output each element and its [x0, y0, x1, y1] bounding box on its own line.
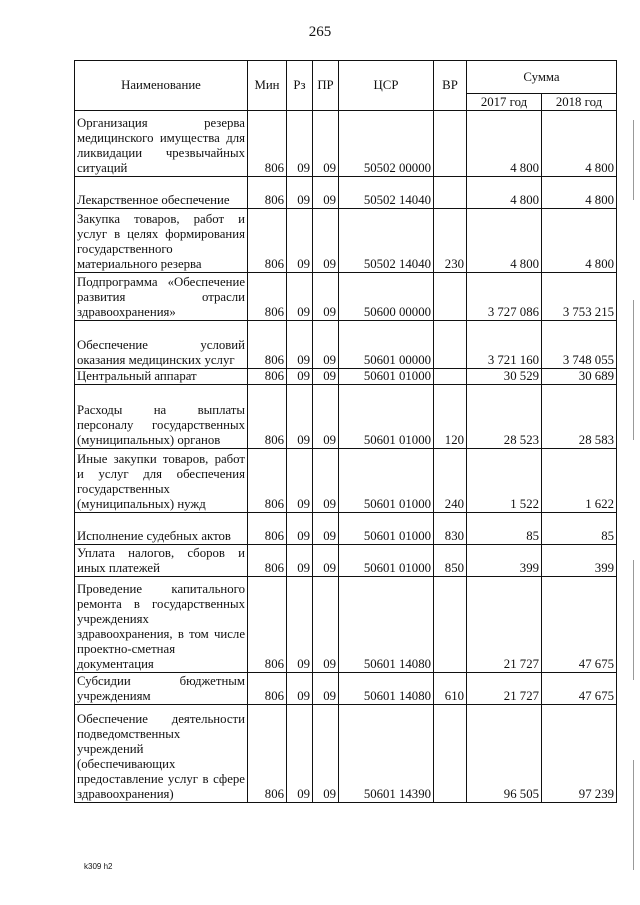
row-sum-2018: 3 748 055 [542, 321, 617, 369]
row-sum-2017: 1 522 [467, 449, 542, 513]
row-min: 806 [248, 449, 287, 513]
row-rz: 09 [287, 177, 313, 209]
table-row [75, 321, 617, 369]
header-year-2017: 2017 год [467, 94, 542, 111]
table-row [75, 673, 617, 705]
budget-table [74, 60, 617, 803]
row-vr: 830 [434, 513, 467, 545]
scan-edge-mark [633, 120, 634, 200]
header-min: Мин [248, 61, 287, 111]
row-min: 806 [248, 577, 287, 673]
row-sum-2017: 4 800 [467, 209, 542, 273]
row-vr: 850 [434, 545, 467, 577]
row-csr: 50601 01000 [339, 385, 434, 449]
row-vr [434, 111, 467, 177]
row-csr: 50601 14390 [339, 705, 434, 803]
row-name: Исполнение судебных актов [75, 513, 248, 545]
row-pr: 09 [313, 449, 339, 513]
table-row [75, 705, 617, 803]
header-sum: Сумма [467, 61, 617, 94]
row-sum-2017: 4 800 [467, 177, 542, 209]
row-name: Проведение капитального ремонта в государственных учреждениях здравоохранения, в том числе проектно-сметная документация [75, 577, 248, 673]
row-csr: 50601 14080 [339, 673, 434, 705]
row-pr: 09 [313, 513, 339, 545]
header-vr: ВР [434, 61, 467, 111]
row-name: Организация резерва медицинского имущества для ликвидации чрезвычайных ситуаций [75, 111, 248, 177]
row-name: Лекарственное обеспечение [75, 177, 248, 209]
row-name: Иные закупки товаров, работ и услуг для обеспечения государственных (муниципальных) нужд [75, 449, 248, 513]
row-vr [434, 321, 467, 369]
row-csr: 50502 14040 [339, 177, 434, 209]
table-row [75, 177, 617, 209]
table-row [75, 111, 617, 177]
row-sum-2017: 21 727 [467, 673, 542, 705]
row-sum-2017: 28 523 [467, 385, 542, 449]
row-sum-2017: 85 [467, 513, 542, 545]
table-row [75, 449, 617, 513]
row-min: 806 [248, 177, 287, 209]
row-sum-2017: 399 [467, 545, 542, 577]
header-pr: ПР [313, 61, 339, 111]
row-min: 806 [248, 321, 287, 369]
row-pr: 09 [313, 273, 339, 321]
row-pr: 09 [313, 177, 339, 209]
row-pr: 09 [313, 545, 339, 577]
row-pr: 09 [313, 577, 339, 673]
row-csr: 50601 01000 [339, 369, 434, 385]
row-vr [434, 705, 467, 803]
row-rz: 09 [287, 545, 313, 577]
row-csr: 50601 00000 [339, 321, 434, 369]
scan-edge-mark [633, 760, 634, 870]
row-min: 806 [248, 385, 287, 449]
row-vr [434, 577, 467, 673]
row-csr: 50502 00000 [339, 111, 434, 177]
row-sum-2017: 21 727 [467, 577, 542, 673]
row-sum-2017: 3 721 160 [467, 321, 542, 369]
header-year-2018: 2018 год [542, 94, 617, 111]
row-pr: 09 [313, 321, 339, 369]
row-pr: 09 [313, 385, 339, 449]
row-min: 806 [248, 545, 287, 577]
row-sum-2018: 28 583 [542, 385, 617, 449]
row-name: Уплата налогов, сборов и иных платежей [75, 545, 248, 577]
row-csr: 50601 01000 [339, 449, 434, 513]
row-rz: 09 [287, 209, 313, 273]
table-row [75, 545, 617, 577]
table-row [75, 209, 617, 273]
row-min: 806 [248, 111, 287, 177]
table-header [75, 61, 617, 111]
row-csr: 50601 01000 [339, 513, 434, 545]
row-vr [434, 273, 467, 321]
scan-edge-mark [633, 300, 634, 440]
row-rz: 09 [287, 385, 313, 449]
row-sum-2018: 4 800 [542, 209, 617, 273]
footer-code: k309 h2 [84, 862, 113, 871]
row-pr: 09 [313, 209, 339, 273]
row-sum-2017: 3 727 086 [467, 273, 542, 321]
page-number: 265 [308, 24, 332, 40]
row-pr: 09 [313, 369, 339, 385]
row-name: Подпрограмма «Обеспечение развития отрасли здравоохранения» [75, 273, 248, 321]
row-vr [434, 369, 467, 385]
row-rz: 09 [287, 273, 313, 321]
row-vr: 230 [434, 209, 467, 273]
row-sum-2018: 85 [542, 513, 617, 545]
table-row [75, 273, 617, 321]
header-name: Наименование [75, 61, 248, 111]
row-min: 806 [248, 369, 287, 385]
row-csr: 50601 14080 [339, 577, 434, 673]
row-min: 806 [248, 673, 287, 705]
row-rz: 09 [287, 321, 313, 369]
row-pr: 09 [313, 111, 339, 177]
row-csr: 50600 00000 [339, 273, 434, 321]
row-csr: 50502 14040 [339, 209, 434, 273]
header-csr: ЦСР [339, 61, 434, 111]
row-sum-2018: 47 675 [542, 577, 617, 673]
row-csr: 50601 01000 [339, 545, 434, 577]
row-rz: 09 [287, 673, 313, 705]
row-sum-2017: 30 529 [467, 369, 542, 385]
row-rz: 09 [287, 513, 313, 545]
row-min: 806 [248, 273, 287, 321]
row-rz: 09 [287, 111, 313, 177]
row-name: Обеспечение деятельности подведомственных учреждений (обеспечивающих предоставление услуг в сфере здравоохранения) [75, 705, 248, 803]
row-name: Обеспечение условий оказания медицинских услуг [75, 321, 248, 369]
row-pr: 09 [313, 705, 339, 803]
row-name: Закупка товаров, работ и услуг в целях формирования государственного материального резерва [75, 209, 248, 273]
row-rz: 09 [287, 705, 313, 803]
row-min: 806 [248, 513, 287, 545]
row-vr: 240 [434, 449, 467, 513]
row-sum-2017: 4 800 [467, 111, 542, 177]
row-rz: 09 [287, 369, 313, 385]
row-rz: 09 [287, 449, 313, 513]
row-name: Центральный аппарат [75, 369, 248, 385]
row-name: Субсидии бюджетным учреждениям [75, 673, 248, 705]
row-vr: 610 [434, 673, 467, 705]
row-min: 806 [248, 705, 287, 803]
header-rz: Рз [287, 61, 313, 111]
row-rz: 09 [287, 577, 313, 673]
table-body [75, 111, 617, 803]
row-vr: 120 [434, 385, 467, 449]
row-sum-2018: 399 [542, 545, 617, 577]
row-sum-2018: 30 689 [542, 369, 617, 385]
row-sum-2018: 97 239 [542, 705, 617, 803]
table-row [75, 577, 617, 673]
table-row [75, 385, 617, 449]
row-sum-2018: 4 800 [542, 177, 617, 209]
row-vr [434, 177, 467, 209]
row-sum-2017: 96 505 [467, 705, 542, 803]
row-min: 806 [248, 209, 287, 273]
row-pr: 09 [313, 673, 339, 705]
scan-edge-mark [633, 560, 634, 680]
table-row [75, 369, 617, 385]
table-row [75, 513, 617, 545]
row-name: Расходы на выплаты персоналу государственных (муниципальных) органов [75, 385, 248, 449]
row-sum-2018: 47 675 [542, 673, 617, 705]
row-sum-2018: 4 800 [542, 111, 617, 177]
row-sum-2018: 1 622 [542, 449, 617, 513]
row-sum-2018: 3 753 215 [542, 273, 617, 321]
